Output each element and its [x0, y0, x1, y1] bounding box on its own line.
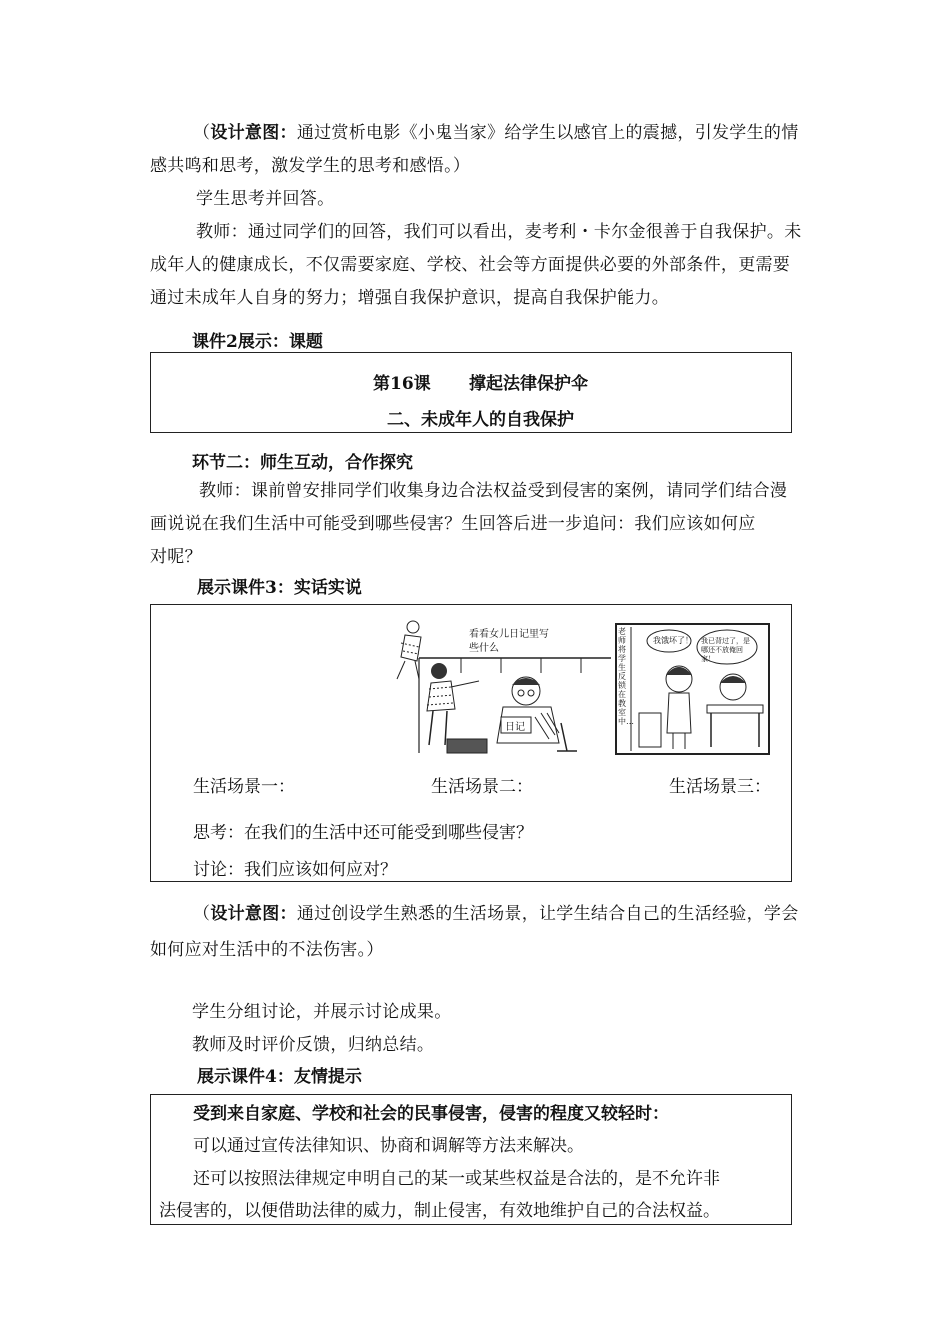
group-discuss-text: 学生分组讨论，并展示讨论成果。 [192, 1002, 452, 1022]
design-intent-1-line-1 [193, 118, 843, 143]
cartoon-3-side-text: 老师将学生反锁在教室中… [618, 627, 634, 726]
design-intent-1-line-2: 感共鸣和思考，激发学生的思考和感悟。） [150, 156, 471, 176]
cartoon-scene-2 [391, 613, 641, 763]
slide4-line-1: 可以通过宣传法律知识、协商和调解等方法来解决。 [193, 1136, 584, 1156]
section2-line-1: 教师：课前曾安排同学们收集身边合法权益受到侵害的案例，请同学们结合漫 [199, 481, 788, 501]
cartoon-3-bubble-1: 我饿坏了！ [653, 636, 693, 645]
scene-3-label: 生活场景三： [669, 777, 771, 797]
intent2-label: 设计意图： [210, 904, 297, 924]
design-intent-2-line-2: 如何应对生活中的不法伤害。） [150, 940, 384, 960]
cartoon-scene-3 [615, 623, 770, 755]
lesson-title: 撑起法律保护伞 [469, 374, 588, 394]
teacher-eval-text: 教师及时评价反馈，归纳总结。 [192, 1035, 435, 1055]
cartoon-3-bubble-2: 我已背过了，是哪还不放俺回家！ [701, 637, 750, 663]
discuss-question: 讨论：我们应该如何应对？ [193, 860, 397, 880]
intent2-text: 通过创设学生熟悉的生活场景，让学生结合自己的生活经验，学会 [296, 904, 799, 924]
section2-heading: 环节二：师生互动，合作探究 [192, 453, 413, 473]
student-think-text: 学生思考并回答。 [196, 189, 335, 209]
slide2-heading: 课件2展示：课题 [192, 332, 323, 352]
lesson-number: 第16课 [373, 374, 431, 394]
slide4-bold-line: 受到来自家庭、学校和社会的民事侵害，侵害的程度又较轻时： [193, 1104, 669, 1124]
intent2-prefix: （ [193, 904, 211, 924]
slide4-line-3: 法侵害的，以便借助法律的威力，制止侵害，有效地维护自己的合法权益。 [159, 1201, 720, 1221]
think-question: 思考：在我们的生活中还可能受到哪些侵害？ [193, 823, 533, 843]
intent-label: 设计意图： [210, 123, 297, 143]
lesson-subtitle: 二、未成年人的自我保护 [387, 410, 574, 430]
intent-text: 通过赏析电影《小鬼当家》给学生以感官上的震撼，引发学生的情 [296, 123, 799, 143]
section2-line-3: 对呢？ [150, 547, 202, 567]
section2-line-2: 画说说在我们生活中可能受到哪些侵害？生回答后进一步追问：我们应该如何应 [150, 514, 756, 534]
scene-1-label: 生活场景一： [193, 777, 295, 797]
cartoon-2-caption-line-2: 些什么 [469, 643, 499, 654]
slide2-title-box [150, 352, 792, 433]
design-intent-2-line-1 [193, 899, 843, 924]
cartoon-2-diary-label: 日记 [505, 722, 525, 733]
teacher-paragraph-line-2: 成年人的健康成长，不仅需要家庭、学校、社会等方面提供必要的外部条件，更需要 [150, 255, 791, 275]
slide4-box [150, 1094, 792, 1225]
teacher-paragraph-line-1: 教师：通过同学们的回答，我们可以看出，麦考利・卡尔金很善于自我保护。未 [196, 222, 802, 242]
intent-prefix: （ [193, 123, 211, 143]
slide3-heading: 展示课件3：实话实说 [197, 578, 362, 598]
slide4-line-2: 还可以按照法律规定申明自己的某一或某些权益是合法的，是不允许非 [193, 1169, 720, 1189]
slide3-box [150, 604, 792, 882]
cartoon-2-caption-line-1: 看看女儿日记里写 [469, 629, 549, 640]
slide4-heading: 展示课件4：友情提示 [197, 1067, 362, 1087]
teacher-paragraph-line-3: 通过未成年人自身的努力；增强自我保护意识，提高自我保护能力。 [150, 288, 669, 308]
scene-2-label: 生活场景二： [431, 777, 533, 797]
